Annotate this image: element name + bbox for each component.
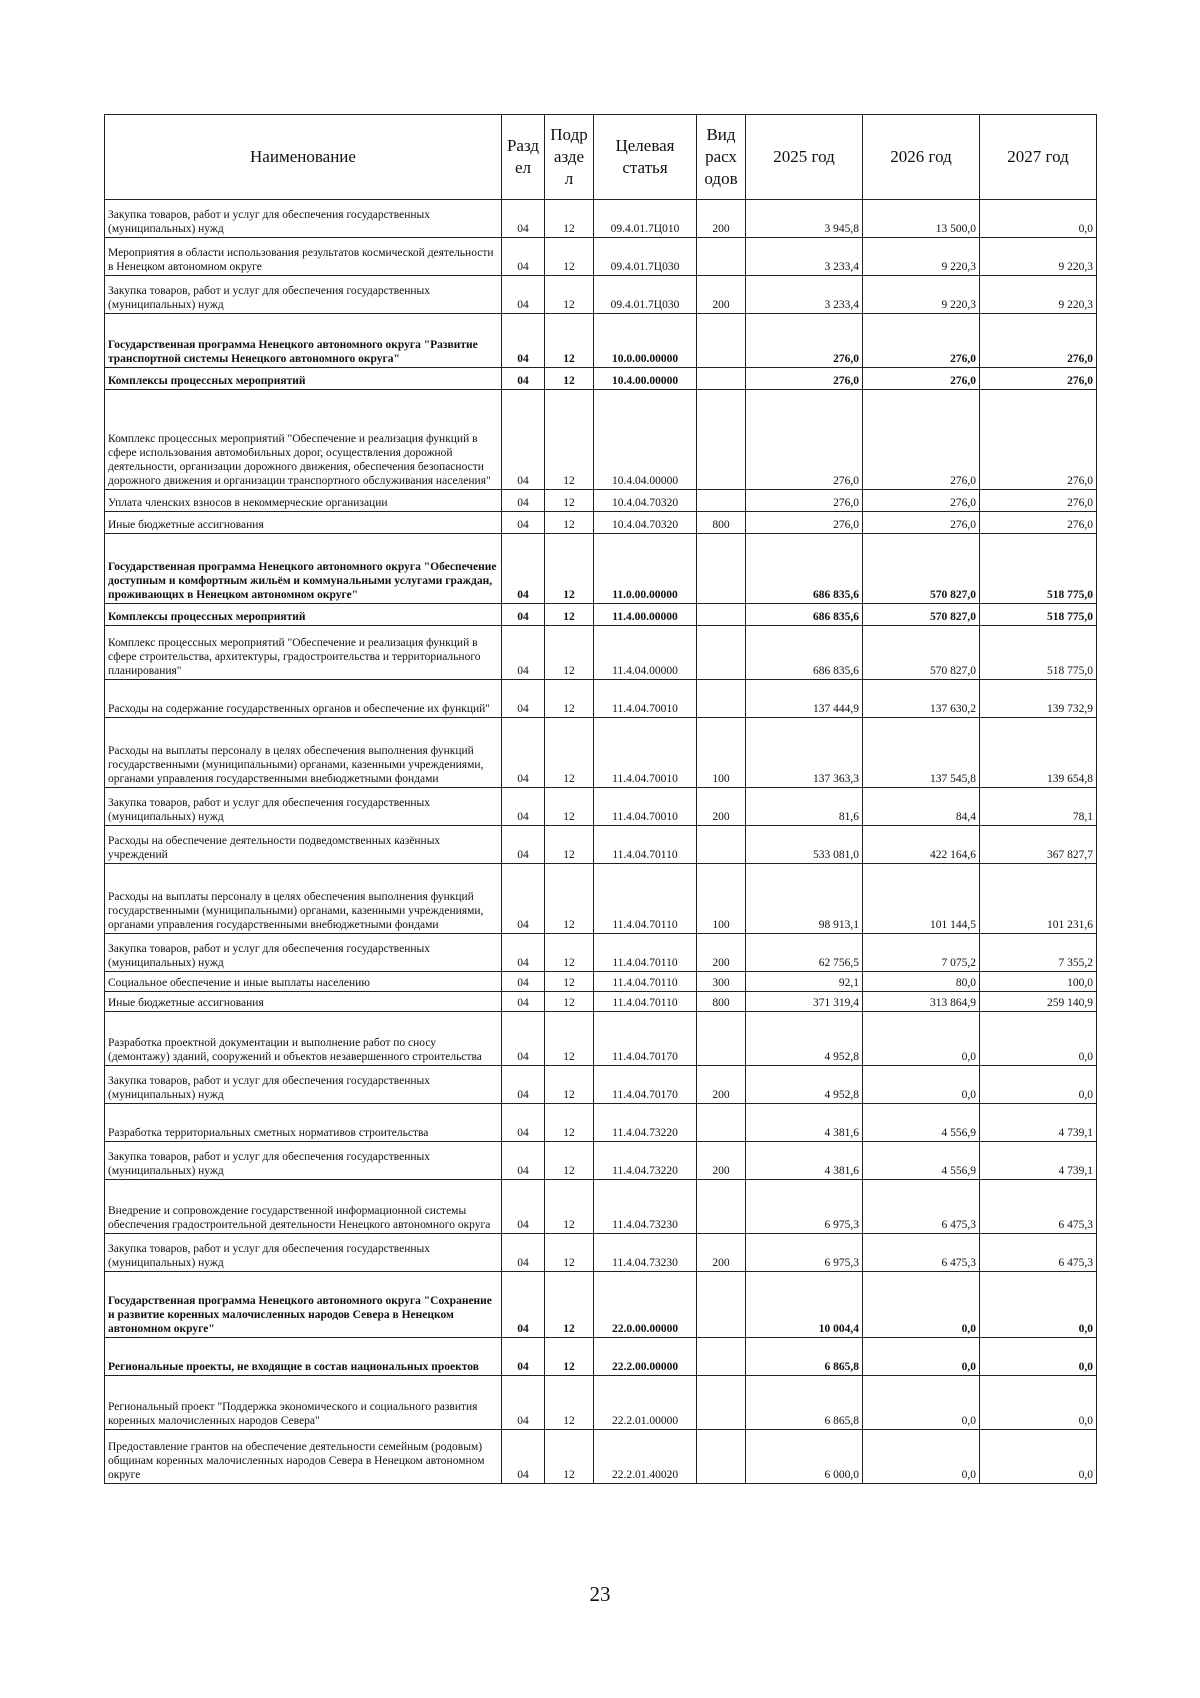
header-name: Наименование [105,115,502,200]
cell-subsection: 12 [545,1272,594,1338]
cell-target-article: 22.2.00.00000 [594,1338,697,1376]
cell-section: 04 [502,314,545,368]
cell-target-article: 11.4.04.70170 [594,1066,697,1104]
cell-2027: 9 220,3 [980,276,1097,314]
cell-subsection: 12 [545,626,594,680]
cell-target-article: 11.4.04.73230 [594,1180,697,1234]
table-row [105,1066,1097,1104]
cell-2026: 0,0 [863,1012,980,1066]
table-row [105,1272,1097,1338]
cell-expense-type: 100 [697,864,746,934]
cell-target-article: 11.4.04.73220 [594,1104,697,1142]
cell-2026: 313 864,9 [863,992,980,1012]
table-row [105,1104,1097,1142]
cell-2025: 3 945,8 [746,200,863,238]
cell-section: 04 [502,1234,545,1272]
cell-2025: 10 004,4 [746,1272,863,1338]
cell-target-article: 11.4.04.73230 [594,1234,697,1272]
cell-expense-type: 100 [697,718,746,788]
table-row [105,200,1097,238]
cell-subsection: 12 [545,512,594,534]
cell-2025: 686 835,6 [746,626,863,680]
cell-target-article: 22.2.01.00000 [594,1376,697,1430]
table-row [105,626,1097,680]
cell-subsection: 12 [545,368,594,390]
cell-2026: 276,0 [863,314,980,368]
cell-2027: 276,0 [980,490,1097,512]
cell-2025: 6 865,8 [746,1376,863,1430]
cell-target-article: 09.4.01.7Ц030 [594,238,697,276]
cell-section: 04 [502,826,545,864]
cell-name: Расходы на выплаты персоналу в целях обеспечения выполнения функций государственными (муниципальными) органами, казенными учреждениями, органами управления государственными внебюджетными фондами [105,864,502,934]
cell-section: 04 [502,972,545,992]
cell-2026: 276,0 [863,490,980,512]
cell-target-article: 10.4.04.70320 [594,512,697,534]
cell-name: Иные бюджетные ассигнования [105,512,502,534]
cell-name: Комплексы процессных мероприятий [105,604,502,626]
cell-2026: 570 827,0 [863,626,980,680]
cell-name: Государственная программа Ненецкого автономного округа "Обеспечение доступным и комфортным жильём и коммунальными услугами граждан, проживающих в Ненецком автономном округе" [105,534,502,604]
cell-2027: 0,0 [980,1066,1097,1104]
cell-name: Закупка товаров, работ и услуг для обеспечения государственных (муниципальных) нужд [105,276,502,314]
header-row [105,115,1097,200]
header-subsection: Подр азде л [545,115,594,200]
cell-2027: 0,0 [980,1012,1097,1066]
cell-2027: 518 775,0 [980,626,1097,680]
cell-2027: 276,0 [980,512,1097,534]
cell-section: 04 [502,1272,545,1338]
cell-name: Комплекс процессных мероприятий "Обеспечение и реализация функций в сфере строительства, архитектуры, градостроительства и территориального планирования" [105,626,502,680]
cell-subsection: 12 [545,992,594,1012]
cell-section: 04 [502,1180,545,1234]
cell-subsection: 12 [545,238,594,276]
cell-subsection: 12 [545,200,594,238]
cell-2027: 78,1 [980,788,1097,826]
cell-target-article: 10.4.00.00000 [594,368,697,390]
cell-target-article: 11.4.04.70110 [594,934,697,972]
table-row [105,1012,1097,1066]
header-section: Разд ел [502,115,545,200]
cell-2026: 13 500,0 [863,200,980,238]
cell-subsection: 12 [545,934,594,972]
cell-name: Внедрение и сопровождение государственной информационной системы обеспечения градостроительной деятельности Ненецкого автономного округа [105,1180,502,1234]
cell-2026: 9 220,3 [863,276,980,314]
cell-2026: 4 556,9 [863,1104,980,1142]
cell-name: Государственная программа Ненецкого автономного округа "Сохранение и развитие коренных малочисленных народов Севера в Ненецком автономном округе" [105,1272,502,1338]
cell-expense-type: 200 [697,1234,746,1272]
cell-target-article: 10.4.04.70320 [594,490,697,512]
cell-2027: 101 231,6 [980,864,1097,934]
cell-2026: 6 475,3 [863,1180,980,1234]
cell-subsection: 12 [545,314,594,368]
cell-section: 04 [502,276,545,314]
cell-2026: 422 164,6 [863,826,980,864]
cell-subsection: 12 [545,1012,594,1066]
cell-expense-type [697,826,746,864]
cell-2025: 4 952,8 [746,1012,863,1066]
cell-2026: 84,4 [863,788,980,826]
cell-subsection: 12 [545,490,594,512]
cell-subsection: 12 [545,390,594,490]
cell-name: Региональные проекты, не входящие в состав национальных проектов [105,1338,502,1376]
cell-expense-type [697,1104,746,1142]
cell-section: 04 [502,490,545,512]
cell-name: Разработка территориальных сметных нормативов строительства [105,1104,502,1142]
cell-expense-type [697,1012,746,1066]
cell-subsection: 12 [545,680,594,718]
cell-section: 04 [502,1430,545,1484]
cell-section: 04 [502,992,545,1012]
cell-name: Региональный проект "Поддержка экономического и социального развития коренных малочисленных народов Севера" [105,1376,502,1430]
cell-2026: 276,0 [863,390,980,490]
header-year-2026: 2026 год [863,115,980,200]
page-number: 23 [589,1582,611,1606]
cell-2025: 6 975,3 [746,1180,863,1234]
table-row [105,788,1097,826]
cell-2025: 81,6 [746,788,863,826]
cell-target-article: 22.0.00.00000 [594,1272,697,1338]
cell-subsection: 12 [545,1066,594,1104]
cell-expense-type: 800 [697,512,746,534]
cell-2027: 276,0 [980,390,1097,490]
cell-2027: 518 775,0 [980,604,1097,626]
cell-section: 04 [502,1104,545,1142]
cell-2025: 3 233,4 [746,276,863,314]
cell-2026: 0,0 [863,1338,980,1376]
cell-target-article: 11.4.04.70170 [594,1012,697,1066]
cell-section: 04 [502,788,545,826]
cell-2027: 4 739,1 [980,1104,1097,1142]
cell-2026: 570 827,0 [863,534,980,604]
cell-expense-type [697,238,746,276]
cell-2026: 137 630,2 [863,680,980,718]
cell-2027: 6 475,3 [980,1234,1097,1272]
cell-2027: 6 475,3 [980,1180,1097,1234]
cell-expense-type [697,1272,746,1338]
cell-2025: 6 865,8 [746,1338,863,1376]
table-row [105,1376,1097,1430]
cell-2025: 137 444,9 [746,680,863,718]
cell-target-article: 09.4.01.7Ц030 [594,276,697,314]
cell-section: 04 [502,1012,545,1066]
cell-2027: 9 220,3 [980,238,1097,276]
cell-expense-type [697,1180,746,1234]
cell-target-article: 11.4.04.70110 [594,972,697,992]
cell-2027: 0,0 [980,1376,1097,1430]
cell-target-article: 11.4.04.70110 [594,826,697,864]
cell-expense-type [697,490,746,512]
cell-2026: 9 220,3 [863,238,980,276]
cell-subsection: 12 [545,604,594,626]
cell-section: 04 [502,390,545,490]
cell-name: Разработка проектной документации и выполнение работ по сносу (демонтажу) зданий, сооружений и объектов незавершенного строительства [105,1012,502,1066]
table-row [105,368,1097,390]
cell-expense-type: 200 [697,1066,746,1104]
cell-2026: 276,0 [863,368,980,390]
cell-target-article: 11.4.04.00000 [594,626,697,680]
cell-target-article: 11.4.00.00000 [594,604,697,626]
cell-2026: 4 556,9 [863,1142,980,1180]
cell-section: 04 [502,604,545,626]
cell-2025: 6 000,0 [746,1430,863,1484]
cell-expense-type [697,390,746,490]
cell-section: 04 [502,1142,545,1180]
cell-2027: 100,0 [980,972,1097,992]
cell-expense-type: 200 [697,200,746,238]
cell-name: Уплата членских взносов в некоммерческие организации [105,490,502,512]
table-row [105,390,1097,490]
cell-name: Закупка товаров, работ и услуг для обеспечения государственных (муниципальных) нужд [105,200,502,238]
table-row [105,534,1097,604]
cell-2026: 0,0 [863,1430,980,1484]
cell-expense-type: 200 [697,934,746,972]
cell-section: 04 [502,512,545,534]
table-row [105,718,1097,788]
cell-2025: 98 913,1 [746,864,863,934]
cell-name: Расходы на содержание государственных органов и обеспечение их функций" [105,680,502,718]
cell-subsection: 12 [545,1234,594,1272]
cell-expense-type [697,368,746,390]
cell-2026: 137 545,8 [863,718,980,788]
cell-subsection: 12 [545,972,594,992]
cell-2025: 3 233,4 [746,238,863,276]
table-row [105,490,1097,512]
cell-2027: 0,0 [980,1338,1097,1376]
cell-target-article: 10.0.00.00000 [594,314,697,368]
cell-2025: 276,0 [746,368,863,390]
cell-2027: 276,0 [980,368,1097,390]
cell-2027: 4 739,1 [980,1142,1097,1180]
cell-section: 04 [502,534,545,604]
table-row [105,512,1097,534]
cell-section: 04 [502,680,545,718]
cell-2025: 137 363,3 [746,718,863,788]
cell-2026: 276,0 [863,512,980,534]
cell-target-article: 10.4.04.00000 [594,390,697,490]
cell-subsection: 12 [545,718,594,788]
table-row [105,1234,1097,1272]
cell-2026: 0,0 [863,1066,980,1104]
cell-2026: 0,0 [863,1272,980,1338]
table-row [105,1430,1097,1484]
cell-name: Государственная программа Ненецкого автономного округа "Развитие транспортной системы Ненецкого автономного округа" [105,314,502,368]
cell-2027: 518 775,0 [980,534,1097,604]
budget-table [104,114,1097,1484]
table-row [105,864,1097,934]
cell-2025: 276,0 [746,390,863,490]
cell-subsection: 12 [545,1376,594,1430]
cell-2027: 276,0 [980,314,1097,368]
table-row [105,604,1097,626]
cell-2027: 0,0 [980,1272,1097,1338]
header-year-2027: 2027 год [980,115,1097,200]
cell-name: Расходы на выплаты персоналу в целях обеспечения выполнения функций государственными (муниципальными) органами, казенными учреждениями, органами управления государственными внебюджетными фондами [105,718,502,788]
table-row [105,1338,1097,1376]
cell-section: 04 [502,718,545,788]
cell-2025: 4 381,6 [746,1104,863,1142]
table-row [105,934,1097,972]
cell-expense-type [697,680,746,718]
cell-expense-type [697,626,746,680]
cell-2025: 686 835,6 [746,604,863,626]
cell-name: Комплекс процессных мероприятий "Обеспечение и реализация функций в сфере использования автомобильных дорог, осуществления дорожной деятельности, организации дорожного движения, обеспечения безопасности дорожного движения и организации транспортного обслуживания населения" [105,390,502,490]
cell-expense-type: 800 [697,992,746,1012]
cell-2025: 62 756,5 [746,934,863,972]
cell-target-article: 11.4.04.70010 [594,788,697,826]
cell-2027: 0,0 [980,1430,1097,1484]
cell-2026: 80,0 [863,972,980,992]
cell-section: 04 [502,864,545,934]
table-row [105,276,1097,314]
table-row [105,314,1097,368]
table-row [105,680,1097,718]
cell-subsection: 12 [545,1338,594,1376]
cell-section: 04 [502,200,545,238]
cell-2026: 7 075,2 [863,934,980,972]
cell-target-article: 22.2.01.40020 [594,1430,697,1484]
cell-name: Закупка товаров, работ и услуг для обеспечения государственных (муниципальных) нужд [105,788,502,826]
cell-subsection: 12 [545,1430,594,1484]
cell-name: Иные бюджетные ассигнования [105,992,502,1012]
cell-section: 04 [502,368,545,390]
cell-2025: 276,0 [746,512,863,534]
cell-2027: 139 732,9 [980,680,1097,718]
cell-subsection: 12 [545,1104,594,1142]
cell-2027: 367 827,7 [980,826,1097,864]
cell-2026: 0,0 [863,1376,980,1430]
cell-subsection: 12 [545,534,594,604]
table-row [105,1180,1097,1234]
table-row [105,238,1097,276]
cell-target-article: 11.4.04.70110 [594,864,697,934]
cell-expense-type: 300 [697,972,746,992]
cell-section: 04 [502,1066,545,1104]
cell-2025: 92,1 [746,972,863,992]
cell-2025: 4 952,8 [746,1066,863,1104]
cell-2027: 0,0 [980,200,1097,238]
cell-target-article: 11.4.04.70010 [594,680,697,718]
cell-section: 04 [502,1376,545,1430]
cell-name: Расходы на обеспечение деятельности подведомственных казённых учреждений [105,826,502,864]
cell-expense-type: 200 [697,1142,746,1180]
cell-name: Мероприятия в области использования результатов космической деятельности в Ненецком автономном округе [105,238,502,276]
cell-name: Закупка товаров, работ и услуг для обеспечения государственных (муниципальных) нужд [105,934,502,972]
cell-2025: 533 081,0 [746,826,863,864]
cell-target-article: 11.4.04.70110 [594,992,697,1012]
cell-target-article: 11.4.04.73220 [594,1142,697,1180]
cell-2026: 6 475,3 [863,1234,980,1272]
cell-expense-type [697,534,746,604]
cell-2027: 259 140,9 [980,992,1097,1012]
cell-subsection: 12 [545,826,594,864]
header-year-2025: 2025 год [746,115,863,200]
table-row [105,826,1097,864]
cell-2025: 4 381,6 [746,1142,863,1180]
cell-2026: 101 144,5 [863,864,980,934]
cell-section: 04 [502,238,545,276]
cell-section: 04 [502,934,545,972]
cell-name: Закупка товаров, работ и услуг для обеспечения государственных (муниципальных) нужд [105,1142,502,1180]
cell-subsection: 12 [545,788,594,826]
cell-expense-type [697,1338,746,1376]
cell-section: 04 [502,626,545,680]
cell-name: Социальное обеспечение и иные выплаты населению [105,972,502,992]
cell-subsection: 12 [545,1142,594,1180]
cell-expense-type [697,1430,746,1484]
cell-expense-type [697,604,746,626]
cell-2025: 6 975,3 [746,1234,863,1272]
cell-name: Комплексы процессных мероприятий [105,368,502,390]
cell-2025: 276,0 [746,490,863,512]
cell-target-article: 11.4.04.70010 [594,718,697,788]
cell-target-article: 09.4.01.7Ц010 [594,200,697,238]
cell-2025: 371 319,4 [746,992,863,1012]
header-target-article: Целевая статья [594,115,697,200]
cell-expense-type: 200 [697,788,746,826]
cell-2026: 570 827,0 [863,604,980,626]
table-row [105,1142,1097,1180]
cell-2025: 276,0 [746,314,863,368]
header-expense-type: Вид расх одов [697,115,746,200]
cell-name: Закупка товаров, работ и услуг для обеспечения государственных (муниципальных) нужд [105,1066,502,1104]
table-row [105,992,1097,1012]
cell-expense-type [697,1376,746,1430]
cell-subsection: 12 [545,1180,594,1234]
cell-name: Закупка товаров, работ и услуг для обеспечения государственных (муниципальных) нужд [105,1234,502,1272]
cell-expense-type: 200 [697,276,746,314]
cell-subsection: 12 [545,276,594,314]
cell-2027: 7 355,2 [980,934,1097,972]
cell-target-article: 11.0.00.00000 [594,534,697,604]
cell-2027: 139 654,8 [980,718,1097,788]
table-row [105,972,1097,992]
cell-2025: 686 835,6 [746,534,863,604]
cell-expense-type [697,314,746,368]
cell-subsection: 12 [545,864,594,934]
cell-section: 04 [502,1338,545,1376]
cell-name: Предоставление грантов на обеспечение деятельности семейным (родовым) общинам коренных малочисленных народов Севера в Ненецком автономном округе [105,1430,502,1484]
